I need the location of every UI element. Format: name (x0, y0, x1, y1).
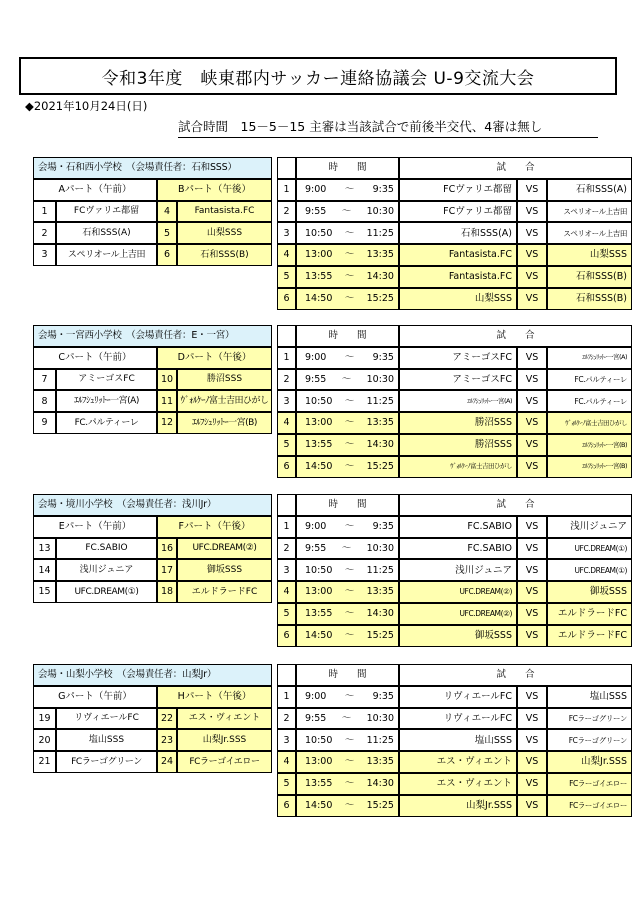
home-team: ｳﾞｫﾙｹｰﾉ富士吉田ひがし (399, 456, 517, 478)
part-pm-header: Dパート（午後） (157, 347, 272, 369)
match-number: 1 (277, 516, 296, 538)
match-time (296, 390, 399, 412)
end-time: 13:35 (366, 417, 394, 429)
away-team: スペリオール上吉田 (547, 201, 632, 223)
team-number: 16 (157, 538, 177, 560)
away-team: 石和SSS(A) (547, 179, 632, 201)
time-separator: ～ (344, 460, 355, 472)
match-number: 2 (277, 538, 296, 560)
team-name: ｳﾞｫﾙｹｰﾉ富士吉田ひがし (177, 390, 272, 412)
start-time: 9:00 (305, 183, 327, 195)
start-time: 13:55 (305, 271, 333, 283)
part-pm-header: Hパート（午後） (157, 686, 272, 708)
end-time: 11:25 (366, 395, 394, 407)
team-number: 18 (157, 581, 177, 603)
home-team: Fantasista.FC (399, 244, 517, 266)
match-time (296, 434, 399, 456)
away-team: UFC.DREAM(①) (547, 559, 632, 581)
match-number: 2 (277, 708, 296, 730)
team-number: 6 (157, 244, 177, 266)
part-pm-header: Fパート（午後） (157, 516, 272, 538)
match-number: 5 (277, 773, 296, 795)
end-time: 11:25 (366, 227, 394, 239)
match-header: 試 合 (399, 494, 632, 516)
part-am-header: Cパート（午前） (33, 347, 157, 369)
start-time: 9:55 (305, 542, 327, 554)
vs-label: VS (517, 201, 547, 223)
team-name: 山梨SSS (177, 222, 272, 244)
header-no-cell (277, 494, 296, 516)
team-name: 勝沼SSS (177, 369, 272, 391)
match-number: 5 (277, 603, 296, 625)
start-time: 9:55 (305, 373, 327, 385)
start-time: 14:50 (305, 292, 333, 304)
end-time: 13:35 (366, 586, 394, 598)
away-team: 石和SSS(B) (547, 266, 632, 288)
match-time (296, 581, 399, 603)
team-name: エス・ヴィエント (177, 708, 272, 730)
time-separator: ～ (344, 351, 355, 363)
match-number: 3 (277, 390, 296, 412)
end-time: 14:30 (366, 271, 394, 283)
time-separator: ～ (344, 608, 355, 620)
match-rules: 試合時間 15－5－15 主審は当該試合で前後半交代、4審は無し (178, 117, 598, 138)
away-team: FCラーゴイエロー (547, 795, 632, 817)
time-separator: ～ (341, 542, 352, 554)
team-number: 2 (33, 222, 56, 244)
team-name: アミーゴスFC (56, 369, 157, 391)
venue-header: 会場・山梨小学校 （会場責任者：山梨Jr） (33, 664, 272, 686)
vs-label: VS (517, 412, 547, 434)
team-number: 4 (157, 201, 177, 223)
home-team: 石和SSS(A) (399, 222, 517, 244)
match-time (296, 201, 399, 223)
vs-label: VS (517, 266, 547, 288)
match-number: 6 (277, 288, 296, 310)
home-team: FC.SABIO (399, 516, 517, 538)
time-header: 時 間 (296, 157, 399, 179)
match-number: 1 (277, 179, 296, 201)
start-time: 14:50 (305, 629, 333, 641)
team-name: エルドラードFC (177, 581, 272, 603)
vs-label: VS (517, 456, 547, 478)
time-separator: ～ (341, 205, 352, 217)
home-team: FCヴァリエ都留 (399, 179, 517, 201)
start-time: 10:50 (305, 227, 333, 239)
match-number: 5 (277, 266, 296, 288)
end-time: 10:30 (366, 205, 394, 217)
start-time: 13:00 (305, 249, 333, 261)
time-separator: ～ (344, 734, 355, 746)
match-number: 6 (277, 625, 296, 647)
away-team: 山梨SSS (547, 244, 632, 266)
team-name: 御坂SSS (177, 559, 272, 581)
match-time (296, 288, 399, 310)
vs-label: VS (517, 222, 547, 244)
team-name: FCラーゴイエロー (177, 751, 272, 773)
match-time (296, 369, 399, 391)
start-time: 13:00 (305, 417, 333, 429)
end-time: 15:25 (366, 629, 394, 641)
end-time: 9:35 (372, 183, 394, 195)
time-separator: ～ (341, 373, 352, 385)
home-team: 勝沼SSS (399, 412, 517, 434)
part-pm-header: Bパート（午後） (157, 179, 272, 201)
match-time (296, 559, 399, 581)
vs-label: VS (517, 751, 547, 773)
match-time (296, 347, 399, 369)
team-name: 浅川ジュニア (56, 559, 157, 581)
time-separator: ～ (344, 564, 355, 576)
team-number: 10 (157, 369, 177, 391)
match-header: 試 合 (399, 664, 632, 686)
home-team: ｴﾙﾌｼｭﾘｯﾄｰ一宮(A) (399, 390, 517, 412)
venue-header: 会場・境川小学校 （会場責任者：浅川Jr） (33, 494, 272, 516)
match-header: 試 合 (399, 325, 632, 347)
team-number: 23 (157, 729, 177, 751)
start-time: 14:50 (305, 799, 333, 811)
team-number: 5 (157, 222, 177, 244)
home-team: FCヴァリエ都留 (399, 201, 517, 223)
team-name: 石和SSS(A) (56, 222, 157, 244)
match-time (296, 179, 399, 201)
team-number: 1 (33, 201, 56, 223)
home-team: リヴィエールFC (399, 708, 517, 730)
vs-label: VS (517, 434, 547, 456)
match-time (296, 603, 399, 625)
home-team: 浅川ジュニア (399, 559, 517, 581)
match-number: 6 (277, 456, 296, 478)
match-header: 試 合 (399, 157, 632, 179)
start-time: 13:00 (305, 756, 333, 768)
match-time (296, 708, 399, 730)
away-team: 塩山SSS (547, 686, 632, 708)
vs-label: VS (517, 288, 547, 310)
time-separator: ～ (344, 690, 355, 702)
home-team: 塩山SSS (399, 729, 517, 751)
away-team: ｳﾞｫﾙｹｰﾉ富士吉田ひがし (547, 412, 632, 434)
team-name: FCラーゴグリーン (56, 751, 157, 773)
match-number: 4 (277, 412, 296, 434)
team-name: FCヴァリエ都留 (56, 201, 157, 223)
start-time: 10:50 (305, 734, 333, 746)
team-number: 3 (33, 244, 56, 266)
time-header: 時 間 (296, 325, 399, 347)
match-time (296, 751, 399, 773)
part-am-header: Aパート（午前） (33, 179, 157, 201)
vs-label: VS (517, 795, 547, 817)
team-number: 17 (157, 559, 177, 581)
vs-label: VS (517, 686, 547, 708)
home-team: FC.SABIO (399, 538, 517, 560)
vs-label: VS (517, 538, 547, 560)
away-team: FC.パルティーレ (547, 390, 632, 412)
team-number: 8 (33, 390, 56, 412)
away-team: ｴﾙﾌｼｭﾘｯﾄｰ一宮(A) (547, 347, 632, 369)
team-number: 7 (33, 369, 56, 391)
time-separator: ～ (344, 629, 355, 641)
time-separator: ～ (344, 799, 355, 811)
match-time (296, 625, 399, 647)
match-number: 2 (277, 201, 296, 223)
vs-label: VS (517, 369, 547, 391)
start-time: 13:55 (305, 608, 333, 620)
home-team: 勝沼SSS (399, 434, 517, 456)
away-team: FCラーゴグリーン (547, 729, 632, 751)
match-number: 4 (277, 581, 296, 603)
match-time (296, 266, 399, 288)
event-date: ◆2021年10月24日(日) (25, 99, 148, 113)
team-number: 14 (33, 559, 56, 581)
team-name: ｴﾙﾌｼｭﾘｯﾄｰ一宮(A) (56, 390, 157, 412)
team-number: 15 (33, 581, 56, 603)
match-time (296, 244, 399, 266)
time-separator: ～ (344, 395, 355, 407)
team-number: 21 (33, 751, 56, 773)
team-name: スペリオール上吉田 (56, 244, 157, 266)
match-number: 3 (277, 729, 296, 751)
match-time (296, 412, 399, 434)
end-time: 9:35 (372, 520, 394, 532)
start-time: 9:55 (305, 205, 327, 217)
away-team: 御坂SSS (547, 581, 632, 603)
time-separator: ～ (341, 712, 352, 724)
match-time (296, 729, 399, 751)
vs-label: VS (517, 708, 547, 730)
end-time: 10:30 (366, 542, 394, 554)
time-separator: ～ (344, 586, 355, 598)
vs-label: VS (517, 244, 547, 266)
team-number: 22 (157, 708, 177, 730)
team-name: FC.SABIO (56, 538, 157, 560)
away-team: UFC.DREAM(①) (547, 538, 632, 560)
team-number: 12 (157, 412, 177, 434)
away-team: 浅川ジュニア (547, 516, 632, 538)
time-separator: ～ (344, 439, 355, 451)
part-am-header: Gパート（午前） (33, 686, 157, 708)
start-time: 9:55 (305, 712, 327, 724)
start-time: 10:50 (305, 395, 333, 407)
header-no-cell (277, 325, 296, 347)
start-time: 9:00 (305, 690, 327, 702)
vs-label: VS (517, 625, 547, 647)
venue-header: 会場・石和西小学校 （会場責任者：石和SSS） (33, 157, 272, 179)
vs-label: VS (517, 773, 547, 795)
team-name: リヴィエールFC (56, 708, 157, 730)
home-team: エス・ヴィエント (399, 773, 517, 795)
end-time: 14:30 (366, 778, 394, 790)
start-time: 13:00 (305, 586, 333, 598)
team-number: 9 (33, 412, 56, 434)
home-team: Fantasista.FC (399, 266, 517, 288)
vs-label: VS (517, 603, 547, 625)
home-team: アミーゴスFC (399, 369, 517, 391)
time-header: 時 間 (296, 494, 399, 516)
time-separator: ～ (344, 778, 355, 790)
end-time: 13:35 (366, 249, 394, 261)
start-time: 9:00 (305, 520, 327, 532)
end-time: 14:30 (366, 608, 394, 620)
match-time (296, 516, 399, 538)
match-time (296, 686, 399, 708)
start-time: 13:55 (305, 778, 333, 790)
team-number: 19 (33, 708, 56, 730)
end-time: 11:25 (366, 734, 394, 746)
time-separator: ～ (344, 183, 355, 195)
end-time: 9:35 (372, 690, 394, 702)
team-name: UFC.DREAM(②) (177, 538, 272, 560)
match-number: 2 (277, 369, 296, 391)
vs-label: VS (517, 390, 547, 412)
team-number: 13 (33, 538, 56, 560)
away-team: 石和SSS(B) (547, 288, 632, 310)
time-separator: ～ (344, 227, 355, 239)
team-number: 11 (157, 390, 177, 412)
vs-label: VS (517, 581, 547, 603)
time-separator: ～ (344, 520, 355, 532)
header-no-cell (277, 157, 296, 179)
team-name: 山梨Jr.SSS (177, 729, 272, 751)
home-team: アミーゴスFC (399, 347, 517, 369)
team-name: FC.パルティーレ (56, 412, 157, 434)
end-time: 10:30 (366, 712, 394, 724)
match-number: 6 (277, 795, 296, 817)
page-title: 令和3年度 峡東郡内サッカー連絡協議会 U-9交流大会 (19, 57, 617, 95)
match-number: 1 (277, 347, 296, 369)
end-time: 15:25 (366, 292, 394, 304)
end-time: 10:30 (366, 373, 394, 385)
vs-label: VS (517, 179, 547, 201)
away-team: ｴﾙﾌｼｭﾘｯﾄｰ一宮(B) (547, 456, 632, 478)
team-name: 石和SSS(B) (177, 244, 272, 266)
away-team: スペリオール上吉田 (547, 222, 632, 244)
time-separator: ～ (344, 249, 355, 261)
away-team: FCラーゴグリーン (547, 708, 632, 730)
away-team: エルドラードFC (547, 603, 632, 625)
time-header: 時 間 (296, 664, 399, 686)
match-number: 4 (277, 751, 296, 773)
end-time: 15:25 (366, 460, 394, 472)
team-name: 塩山SSS (56, 729, 157, 751)
end-time: 14:30 (366, 439, 394, 451)
home-team: 御坂SSS (399, 625, 517, 647)
match-number: 3 (277, 559, 296, 581)
away-team: エルドラードFC (547, 625, 632, 647)
start-time: 14:50 (305, 460, 333, 472)
time-separator: ～ (344, 292, 355, 304)
header-no-cell (277, 664, 296, 686)
away-team: FC.パルティーレ (547, 369, 632, 391)
start-time: 9:00 (305, 351, 327, 363)
away-team: ｴﾙﾌｼｭﾘｯﾄｰ一宮(B) (547, 434, 632, 456)
vs-label: VS (517, 559, 547, 581)
end-time: 9:35 (372, 351, 394, 363)
away-team: 山梨Jr.SSS (547, 751, 632, 773)
home-team: UFC.DREAM(②) (399, 581, 517, 603)
home-team: 山梨SSS (399, 288, 517, 310)
home-team: UFC.DREAM(②) (399, 603, 517, 625)
vs-label: VS (517, 516, 547, 538)
start-time: 13:55 (305, 439, 333, 451)
match-number: 5 (277, 434, 296, 456)
match-time (296, 795, 399, 817)
end-time: 13:35 (366, 756, 394, 768)
time-separator: ～ (344, 417, 355, 429)
team-name: UFC.DREAM(①) (56, 581, 157, 603)
team-name: Fantasista.FC (177, 201, 272, 223)
match-number: 1 (277, 686, 296, 708)
match-number: 4 (277, 244, 296, 266)
match-time (296, 538, 399, 560)
end-time: 15:25 (366, 799, 394, 811)
start-time: 10:50 (305, 564, 333, 576)
part-am-header: Eパート（午前） (33, 516, 157, 538)
home-team: 山梨Jr.SSS (399, 795, 517, 817)
home-team: リヴィエールFC (399, 686, 517, 708)
team-name: ｴﾙﾌｼｭﾘｯﾄｰ一宮(B) (177, 412, 272, 434)
match-time (296, 773, 399, 795)
end-time: 11:25 (366, 564, 394, 576)
team-number: 24 (157, 751, 177, 773)
home-team: エス・ヴィエント (399, 751, 517, 773)
vs-label: VS (517, 729, 547, 751)
team-number: 20 (33, 729, 56, 751)
match-time (296, 456, 399, 478)
away-team: FCラーゴイエロー (547, 773, 632, 795)
time-separator: ～ (344, 756, 355, 768)
vs-label: VS (517, 347, 547, 369)
match-number: 3 (277, 222, 296, 244)
match-time (296, 222, 399, 244)
time-separator: ～ (344, 271, 355, 283)
venue-header: 会場・一宮西小学校 （会場責任者：E・一宮） (33, 325, 272, 347)
